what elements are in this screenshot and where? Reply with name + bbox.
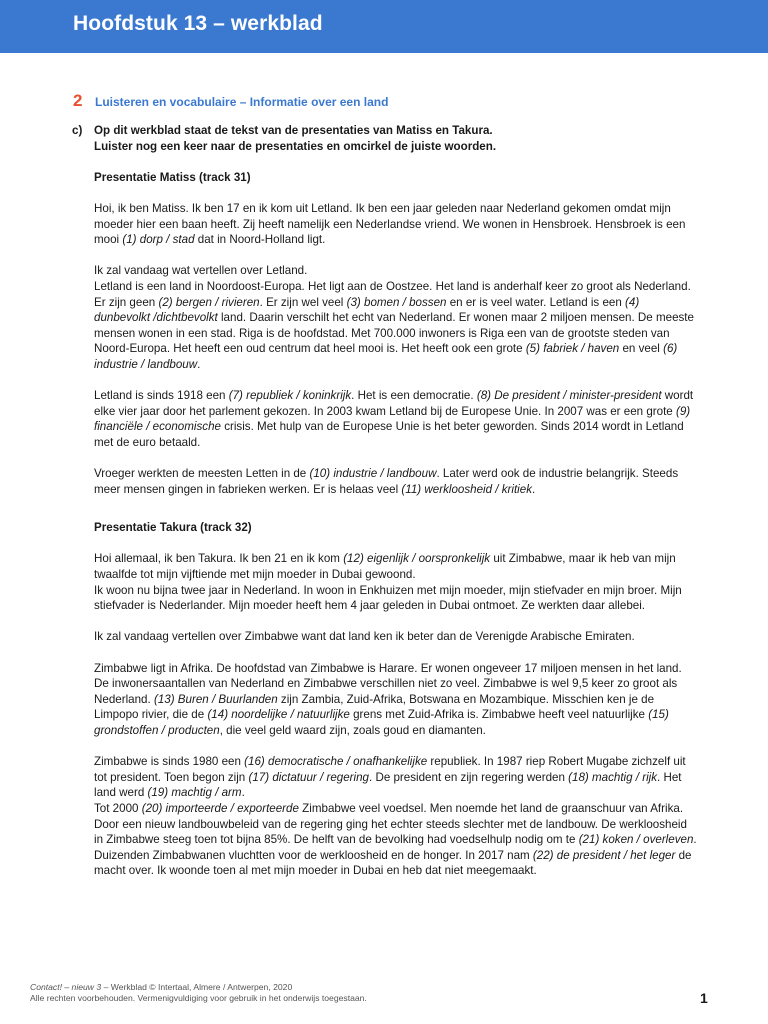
answer-choice[interactable]: (20) importeerde / exporteerde [141, 801, 299, 815]
answer-choice[interactable]: (15) grondstoffen / producten [94, 708, 669, 737]
section-number: 2 [73, 91, 83, 110]
book-title: Contact! – nieuw 3 [30, 982, 102, 992]
answer-choice[interactable]: (11) werkloosheid / kritiek [401, 482, 532, 496]
section-heading [73, 91, 693, 111]
exercise-letter: c) [72, 124, 83, 137]
answer-choice[interactable]: (4) dunbevolkt /dichtbevolkt [94, 295, 640, 325]
instruction-line: Luister nog een keer naar de presentaties en omcirkel de juiste woorden. [94, 139, 497, 153]
paragraph: Hoi allemaal, ik ben Takura. Ik ben 21 en ik kom (12) eigenlijk / oorspronkelijk uit Zimbabwe, maar ik heb van mijn twaalfde tot mijn vijftiende met mijn moeder in Dubai gewoond. [94, 552, 676, 582]
answer-choice[interactable]: (3) bomen / bossen [346, 295, 447, 309]
page-header [0, 0, 768, 53]
presentation-heading-takura: Presentatie Takura (track 32) [94, 521, 252, 535]
paragraph: Ik zal vandaag vertellen over Zimbabwe want dat land ken ik beter dan de Verenigde Arabische Emiraten. [94, 630, 635, 644]
answer-choice[interactable]: (6) industrie / landbouw [94, 342, 678, 371]
worksheet-content [72, 123, 698, 879]
footer [30, 982, 590, 1003]
answer-choice[interactable]: (22) de president / het leger [532, 848, 676, 862]
instruction-block [72, 123, 698, 154]
paragraph: Ik zal vandaag wat vertellen over Letland. [94, 264, 308, 278]
answer-choice[interactable]: (19) machtig / arm [147, 786, 242, 800]
paragraph: Letland is een land in Noordoost-Europa. Het ligt aan de Oostzee. Het land is anderhalf keer zo groot als Nederland. Er zijn geen (2) bergen / rivieren. Er zijn wel veel (3) bomen / bossen en er is veel water. Letland is een (4) dunbevolkt /dichtbevolkt land. Daarin verschilt het echt van Nederland. Er wonen maar 2 miljoen mensen. De meeste mensen wonen in een stad. Riga is de hoofdstad. Met 700.000 inwoners is Riga een van de grootste steden van Noord-Europa. Het heeft een oud centrum dat heel mooi is. Het heeft ook een grote (5) fabriek / haven en veel (6) industrie / landbouw. [94, 279, 694, 371]
answer-choice[interactable]: (8) De president / minister-president [476, 389, 662, 403]
paragraph: Vroeger werkten de meesten Letten in de (10) industrie / landbouw. Later werd ook de industrie belangrijk. Steeds meer mensen gingen in fabrieken werken. Er is helaas veel (11) werkloosheid / kritiek. [94, 467, 679, 496]
footer-line: Contact! – nieuw 3 – Werkblad © Intertaal, Almere / Antwerpen, 2020 [30, 982, 293, 992]
answer-choice[interactable]: (9) financiële / economische [94, 404, 691, 434]
page-number: 1 [700, 990, 708, 1006]
answer-choice[interactable]: (5) fabriek / haven [525, 342, 620, 356]
answer-choice[interactable]: (16) democratische / onafhankelijke [244, 755, 428, 769]
answer-choice[interactable]: (10) industrie / landbouw [309, 467, 437, 481]
paragraph: Zimbabwe is sinds 1980 een (16) democratische / onafhankelijke republiek. In 1987 riep Robert Mugabe zichzelf uit tot president. Toen begon zijn (17) dictatuur / regering. De president en zijn regering werden (18) machtig / rijk. Het land werd (19) machtig / arm. [94, 755, 686, 800]
answer-choice[interactable]: (21) koken / overleven [578, 833, 694, 847]
paragraph: Hoi, ik ben Matiss. Ik ben 17 en ik kom uit Letland. Ik ben een jaar geleden naar Nederland gekomen omdat mijn moeder hier een baan heeft. Zij heeft namelijk een Nederlandse vriend. We wonen in Hensbroek. Hensbroek is een mooi (1) dorp / stad dat in Noord-Holland ligt. [94, 201, 686, 247]
answer-choice[interactable]: (18) machtig / rijk [568, 770, 658, 784]
answer-choice[interactable]: (2) bergen / rivieren [158, 295, 260, 309]
page-title: Hoofdstuk 13 – werkblad [73, 12, 323, 35]
paragraph: Tot 2000 (20) importeerde / exporteerde Zimbabwe veel voedsel. Men noemde het land de graanschuur van Afrika. Door een nieuw landbouwbeleid van de regering ging het echter steeds slechter met de landbouw. De werkloosheid in Zimbabwe steeg toen tot bijna 85%. De helft van de bevolking had voedselhulp nodig om te (21) koken / overleven. Duizenden Zimbabwanen vluchtten voor de werkloosheid en de honger. In 2017 nam (22) de president / het leger de macht over. Ik woonde toen al met mijn moeder in Dubai en heb dat niet meegemaakt. [94, 801, 697, 878]
presentation-heading-matiss: Presentatie Matiss (track 31) [94, 170, 251, 184]
instruction-line: Op dit werkblad staat de tekst van de presentaties van Matiss en Takura. [94, 124, 493, 137]
answer-choice[interactable]: (17) dictatuur / regering [248, 770, 369, 784]
footer-line: Alle rechten voorbehouden. Vermenigvuldiging voor gebruik in het onderwijs toegestaan. [30, 992, 367, 1003]
paragraph: Ik woon nu bijna twee jaar in Nederland. In woon in Enkhuizen met mijn moeder, mijn stiefvader en mijn broer. Mijn stiefvader is Nederlander. Mijn moeder heeft hem 4 jaar geleden in Dubai ontmoet. Ze werkten daar allebei. [94, 583, 682, 613]
paragraph: Letland is sinds 1918 een (7) republiek / koninkrijk. Het is een democratie. (8) De president / minister-president wordt elke vier jaar door het parlement gekozen. In 2003 kwam Letland bij de Europese Unie. In 2007 was er een grote (9) financiële / economische crisis. Met hulp van de Europese Unie is het beter geworden. Sinds 2014 wordt in Letland met de euro betaald. [94, 389, 694, 449]
section-title: Luisteren en vocabulaire – Informatie over een land [95, 95, 389, 109]
answer-choice[interactable]: (7) republiek / koninkrijk [228, 389, 352, 403]
answer-choice[interactable]: (14) noordelijke / natuurlijke [207, 708, 350, 722]
answer-choice[interactable]: (1) dorp / stad [122, 233, 195, 247]
answer-choice[interactable]: (13) Buren / Buurlanden [153, 692, 278, 706]
answer-choice[interactable]: (12) eigenlijk / oorspronkelijk [343, 552, 491, 566]
paragraph: Zimbabwe ligt in Afrika. De hoofdstad van Zimbabwe is Harare. Er wonen ongeveer 17 miljoen mensen in het land. De inwonersaantallen van Nederland en Zimbabwe verschillen niet zo veel. Zimbabwe is wel 9,5 keer zo groot als Nederland. (13) Buren / Buurlanden zijn Zambia, Zuid-Afrika, Botswana en Mozambique. Misschien ken je de Limpopo rivier, die de (14) noordelijke / natuurlijke grens met Zuid-Afrika is. Zimbabwe heeft veel natuurlijke (15) grondstoffen / producten, die veel geld waard zijn, zoals goud en diamanten. [94, 661, 682, 737]
